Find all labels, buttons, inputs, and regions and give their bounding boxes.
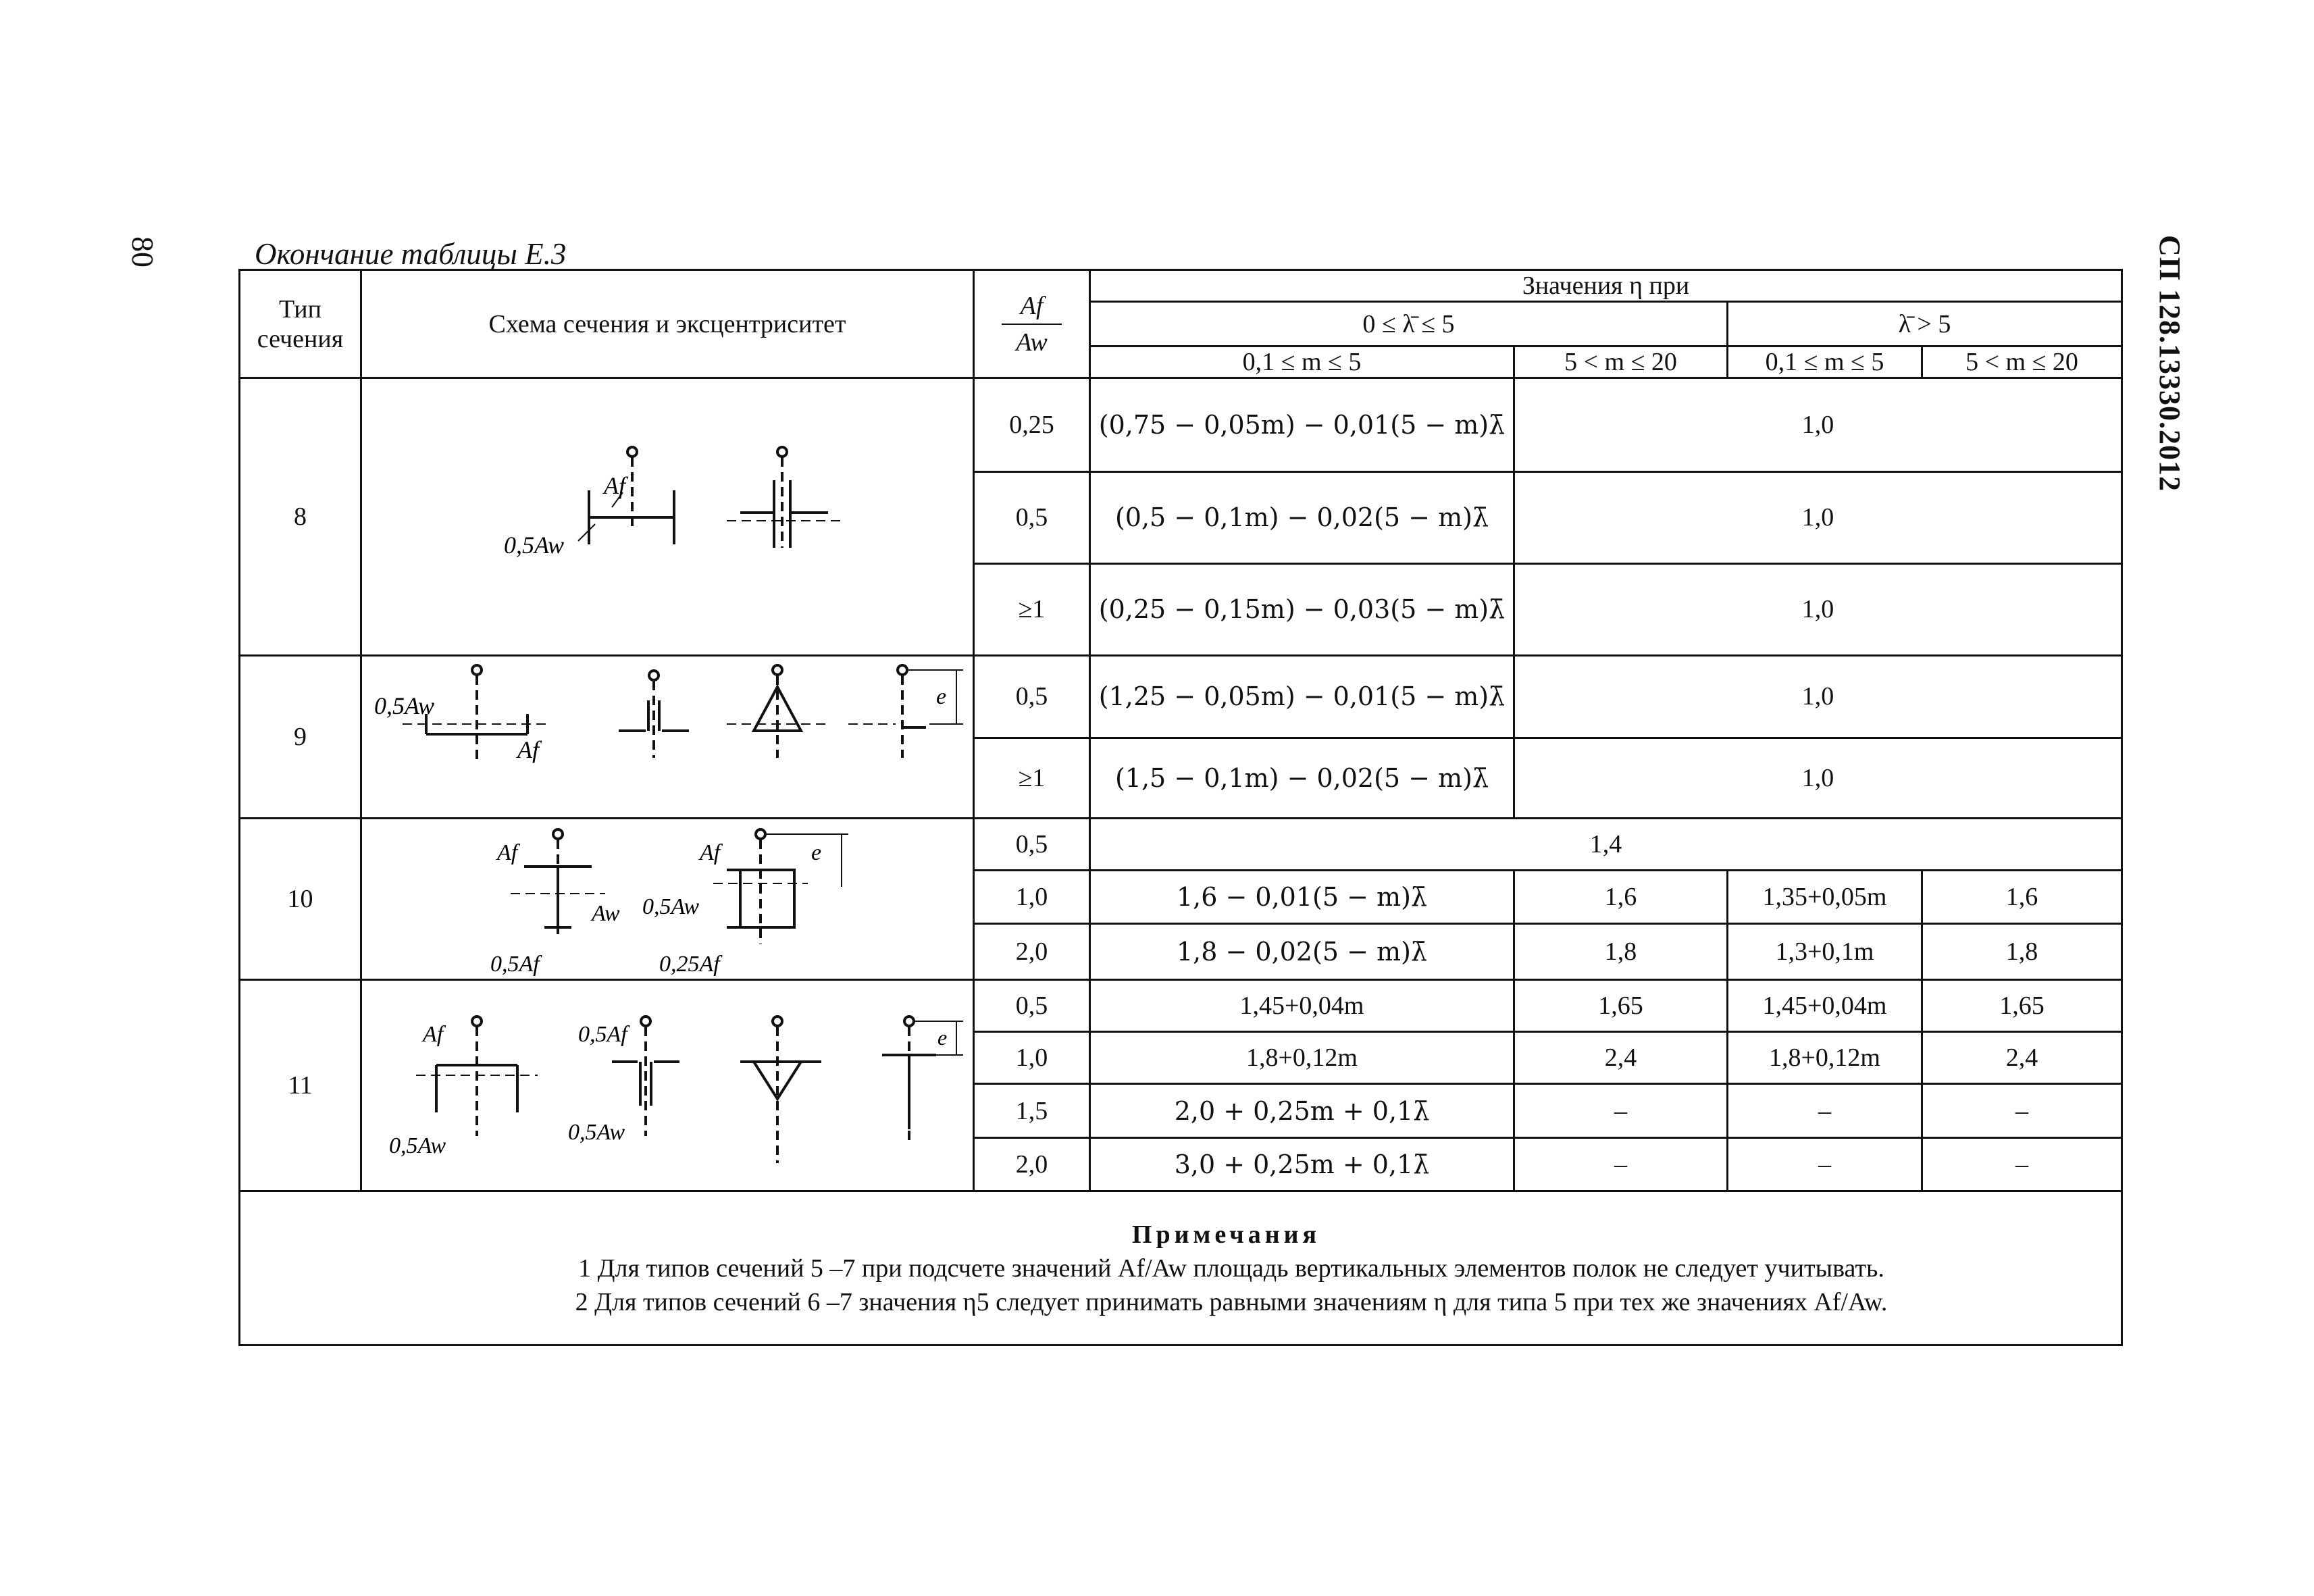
cell-11-1-c1: 1,45+0,04m: [1090, 980, 1514, 1032]
formula-9-1: (1,25 − 0,05m) − 0,01(5 − m)λ̄: [1090, 656, 1514, 738]
value-8-3: 1,0: [1514, 563, 2122, 655]
note-1: 1 Для типов сечений 5 –7 при подсчете значений Af/Aw площадь вертикальных элементов полок не следует учитывать.: [578, 1254, 1884, 1283]
value-9-2: 1,0: [1514, 738, 2122, 819]
label-half-aw-9: 0,5Aw: [374, 692, 435, 719]
notes-section: [240, 1191, 2122, 1345]
section-9-diagram: [362, 657, 975, 817]
cell-11-4-c3: –: [1728, 1137, 1922, 1191]
label-e-10: e: [811, 840, 822, 865]
label-e-9: e: [936, 684, 947, 709]
table-e3: [238, 269, 2123, 1346]
cell-11-4-c2: –: [1514, 1137, 1728, 1191]
label-quarter-af-10: 0,25Af: [659, 952, 720, 977]
cell-11-2-c1: 1,8+0,12m: [1090, 1032, 1514, 1084]
value-8-2: 1,0: [1514, 472, 2122, 564]
cell-10-3-c3: 1,3+0,1m: [1728, 923, 1922, 979]
cell-11-4-c1: 3,0 + 0,25m + 0,1λ̄: [1090, 1137, 1514, 1191]
cell-10-2-c2: 1,6: [1514, 870, 1728, 923]
cell-10-2-c1: 1,6 − 0,01(5 − m)λ̄: [1090, 870, 1514, 923]
label-half-aw: 0,5Aw: [504, 532, 565, 559]
formula-9-2: (1,5 − 0,1m) − 0,02(5 − m)λ̄: [1090, 738, 1514, 819]
label-aw-10: Aw: [592, 901, 620, 926]
label-af-9: Af: [517, 736, 539, 763]
type-9: 9: [240, 656, 361, 819]
label-af-10b: Af: [700, 840, 721, 865]
label-e-11: e: [937, 1025, 948, 1050]
ratio-8-2: 0,5: [974, 472, 1090, 564]
ratio-10-1: 0,5: [974, 819, 1090, 871]
note-2: 2 Для типов сечений 6 –7 значения η5 следует принимать равными значениям η для типа 5 при тех же значениях Af/Aw.: [575, 1287, 1888, 1316]
ratio-9-1: 0,5: [974, 656, 1090, 738]
sketch-type-10: [361, 819, 974, 980]
cell-10-3-c2: 1,8: [1514, 923, 1728, 979]
ratio-8-3: ≥1: [974, 563, 1090, 655]
ratio-numerator: Af: [1002, 291, 1062, 325]
ratio-11-1: 0,5: [974, 980, 1090, 1032]
header-values: Значения η при: [1090, 270, 2122, 302]
header-m-low-2: 0,1 ≤ m ≤ 5: [1728, 346, 1922, 378]
formula-8-2: (0,5 − 0,1m) − 0,02(5 − m)λ̄: [1090, 472, 1514, 564]
header-type: Тип сечения: [240, 270, 361, 378]
cell-11-2-c3: 1,8+0,12m: [1728, 1032, 1922, 1084]
ratio-denominator: Aw: [1016, 328, 1048, 357]
label-af: Af: [604, 472, 625, 499]
cell-11-1-c2: 1,65: [1514, 980, 1728, 1032]
formula-8-3: (0,25 − 0,15m) − 0,03(5 − m)λ̄: [1090, 563, 1514, 655]
cell-11-3-c1: 2,0 + 0,25m + 0,1λ̄: [1090, 1084, 1514, 1137]
section-10-diagram: [362, 819, 975, 979]
header-m-high-2: 5 < m ≤ 20: [1922, 346, 2122, 378]
header-ratio: [974, 270, 1090, 378]
label-half-af-11: 0,5Af: [578, 1022, 627, 1047]
label-half-aw-11b: 0,5Aw: [568, 1120, 625, 1145]
cell-11-2-c2: 2,4: [1514, 1032, 1728, 1084]
ratio-10-2: 1,0: [974, 870, 1090, 923]
notes-title: Примечания: [1131, 1220, 1321, 1249]
label-af-10a: Af: [497, 840, 518, 865]
ratio-8-1: 0,25: [974, 378, 1090, 472]
section-8-diagram: [362, 379, 975, 654]
cell-11-2-c4: 2,4: [1922, 1032, 2122, 1084]
sketch-type-11: [361, 980, 974, 1191]
cell-11-4-c4: –: [1922, 1137, 2122, 1191]
formula-8-1: (0,75 − 0,05m) − 0,01(5 − m)λ̄: [1090, 378, 1514, 472]
section-11-diagram: [362, 981, 975, 1190]
type-11: 11: [240, 980, 361, 1191]
header-m-low-1: 0,1 ≤ m ≤ 5: [1090, 346, 1514, 378]
type-8: 8: [240, 378, 361, 656]
sketch-type-8: [361, 378, 974, 656]
label-af-11: Af: [423, 1022, 444, 1047]
value-9-1: 1,0: [1514, 656, 2122, 738]
ratio-10-3: 2,0: [974, 923, 1090, 979]
cell-11-3-c2: –: [1514, 1084, 1728, 1137]
cell-10-2-c4: 1,6: [1922, 870, 2122, 923]
header-scheme: Схема сечения и эксцентриситет: [361, 270, 974, 378]
header-m-high-1: 5 < m ≤ 20: [1514, 346, 1728, 378]
cell-10-3-c4: 1,8: [1922, 923, 2122, 979]
label-half-aw-11a: 0,5Aw: [389, 1133, 446, 1158]
type-10: 10: [240, 819, 361, 980]
cell-10-2-c3: 1,35+0,05m: [1728, 870, 1922, 923]
cell-11-1-c3: 1,45+0,04m: [1728, 980, 1922, 1032]
header-range-high: λ̄ > 5: [1728, 302, 2122, 346]
cell-11-3-c4: –: [1922, 1084, 2122, 1137]
sketch-type-9: [361, 656, 974, 819]
value-10-1: 1,4: [1090, 819, 2122, 871]
ratio-9-2: ≥1: [974, 738, 1090, 819]
ratio-11-4: 2,0: [974, 1137, 1090, 1191]
ratio-11-2: 1,0: [974, 1032, 1090, 1084]
ratio-11-3: 1,5: [974, 1084, 1090, 1137]
cell-11-3-c3: –: [1728, 1084, 1922, 1137]
document-code: СП 128.13330.2012: [2153, 235, 2186, 492]
header-range-low: 0 ≤ λ̄ ≤ 5: [1090, 302, 1728, 346]
cell-11-1-c4: 1,65: [1922, 980, 2122, 1032]
label-half-af-10: 0,5Af: [490, 952, 540, 977]
table-caption: Окончание таблицы Е.3: [255, 237, 567, 271]
value-8-1: 1,0: [1514, 378, 2122, 472]
label-half-aw-10: 0,5Aw: [642, 894, 700, 919]
cell-10-3-c1: 1,8 − 0,02(5 − m)λ̄: [1090, 923, 1514, 979]
page-number: 80: [126, 236, 160, 267]
